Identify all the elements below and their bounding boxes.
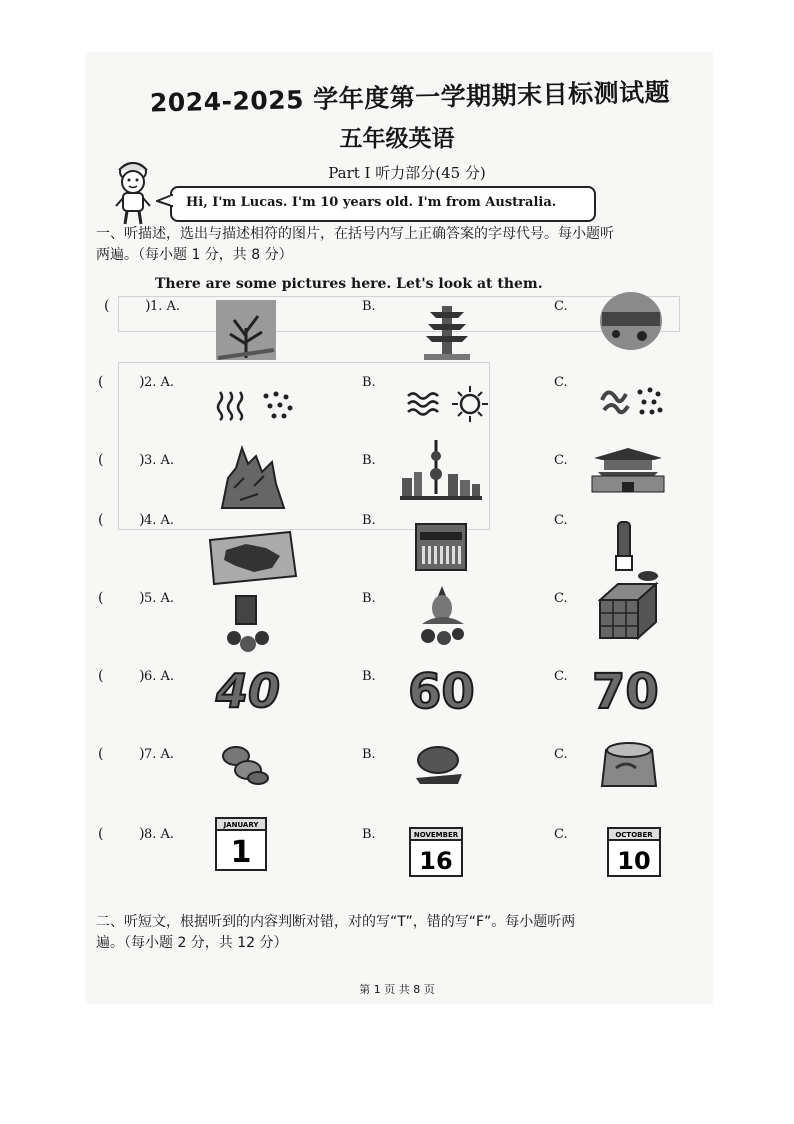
statue-icon [214,438,290,510]
calendar-month-label: OCTOBER [615,831,653,839]
question-number-option-a: 8. A. [144,827,175,842]
answer-blank[interactable]: ( ) [98,668,145,684]
question-number-option-a: 5. A. [144,591,175,606]
boy-icon [110,158,156,228]
answer-blank[interactable]: ( ) [98,512,145,528]
answer-blank[interactable]: ( ) [98,374,145,390]
pagoda-icon [420,298,474,362]
wind-sun-icon [406,384,492,424]
meat-dish-icon [408,744,468,786]
option-b-label: B. [362,747,376,762]
calendar-day-label: 16 [419,847,453,875]
calendar-january-icon [214,816,268,872]
question-number-option-a: 1. A. [150,299,181,314]
calendar-month-label: JANUARY [223,821,259,829]
section2-instruction [96,912,575,954]
answer-blank[interactable]: ( ) [98,746,145,762]
calendar-november-icon [408,826,464,878]
cubes-icon [598,582,660,640]
bubble-tail [156,194,174,208]
answer-blank[interactable]: ( ) [98,452,145,468]
option-c-label: C. [554,747,568,762]
question-number-option-a: 2. A. [144,375,175,390]
page-footer: 第 1 页 共 8 页 [359,983,435,996]
cakes-icon [220,744,270,786]
section2-instruction-line1: 二、听短文，根据听到的内容判断对错，对的写“T”，错的写“F”。每小题听两 [96,914,576,930]
section1-instruction [96,224,614,266]
drink-fruit-icon [226,594,270,656]
option-b-label: B. [362,453,376,468]
option-b-label: B. [362,591,376,606]
option-c-label: C. [554,453,568,468]
calendar-day-label: 10 [617,847,651,875]
number-70-icon: 70 [592,664,659,720]
option-c-label: C. [554,513,568,528]
option-b-label: B. [362,375,376,390]
tree-icon [214,298,278,362]
section1-instruction-line1: 一、听描述，选出与描述相符的图片，在括号内写上正确答案的字母代号。每小题听 [96,226,614,242]
question-number-option-a: 3. A. [144,453,175,468]
option-c-label: C. [554,591,568,606]
question-number-option-a: 4. A. [144,513,175,528]
map-icon [206,530,298,586]
calendar-month-label: NOVEMBER [413,831,459,839]
calendar-october-icon [606,826,662,878]
part-heading: Part Ⅰ 听力部分(45 分) [328,164,486,182]
option-c-label: C. [554,375,568,390]
section1-instruction-line2: 两遍。（每小题 1 分，共 8 分） [96,247,293,263]
city-tower-icon [398,438,484,502]
calendar-day-label: 1 [230,835,252,870]
option-c-label: C. [554,827,568,842]
sack-icon [600,738,658,790]
palace-icon [588,444,668,496]
option-b-label: B. [362,299,376,314]
bottle-icon [604,520,660,584]
question-number-option-a: 6. A. [144,669,175,684]
option-b-label: B. [362,513,376,528]
bleed-through-box [118,296,680,332]
answer-blank[interactable]: ( ) [104,298,151,314]
lake-icon [598,290,664,352]
option-c-label: C. [554,669,568,684]
answer-blank[interactable]: ( ) [98,590,145,606]
page-title: 2024-2025 学年度第一学期期末目标测试题 [149,77,671,118]
number-60-icon: 60 [408,664,475,720]
answer-blank[interactable]: ( ) [98,826,145,842]
page-subtitle: 五年级英语 [339,126,455,152]
speech-bubble [170,186,596,222]
question-number-option-a: 7. A. [144,747,175,762]
speech-text: Hi, I'm Lucas. I'm 10 years old. I'm from Australia. [186,195,557,210]
option-b-label: B. [362,669,376,684]
wind-rain-icon [598,384,664,420]
option-c-label: C. [554,299,568,314]
hot-rain-icon [214,388,300,422]
section2-instruction-line2: 遍。（每小题 2 分，共 12 分） [96,935,288,951]
flag-icon [414,522,468,574]
number-40-icon: 40 [216,664,281,718]
fruit-basket-icon [418,584,468,648]
option-b-label: B. [362,827,376,842]
section1-intro: There are some pictures here. Let's look at them. [155,276,543,292]
